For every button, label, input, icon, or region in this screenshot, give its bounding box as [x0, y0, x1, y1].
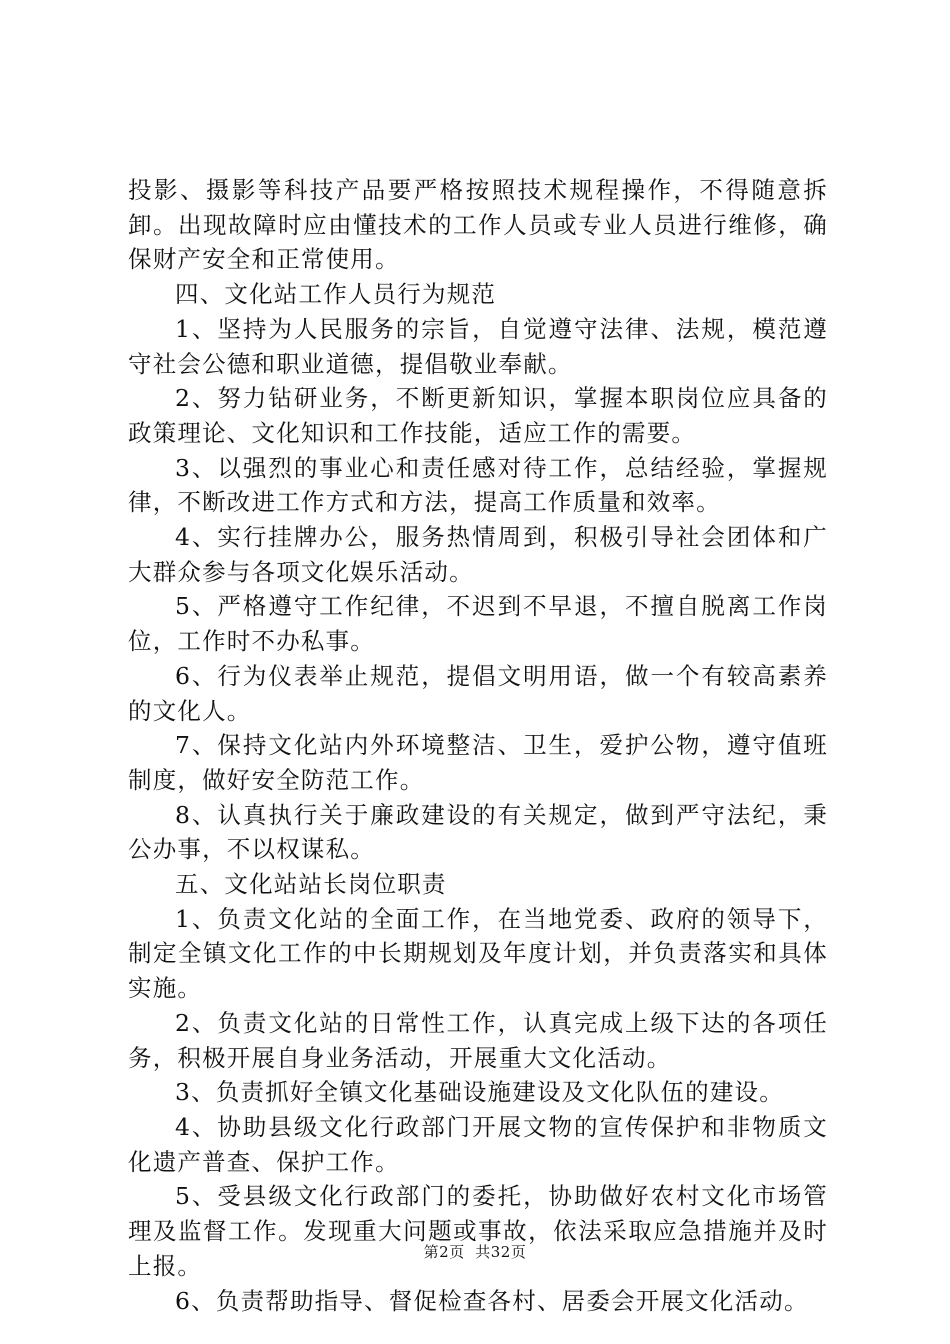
- section-heading: 五、文化站站长岗位职责: [175, 870, 447, 899]
- paragraph: 1、负责文化站的全面工作，在当地党委、政府的领导下，制定全镇文化工作的中长期规划及年度计划，并负责落实和具体实施。: [128, 904, 828, 1003]
- paragraph: 7、保持文化站内外环境整洁、卫生，爱护公物，遵守值班制度，做好安全防范工作。: [128, 731, 828, 794]
- paragraph: 8、认真执行关于廉政建设的有关规定，做到严守法纪，秉公办事，不以权谋私。: [128, 800, 828, 864]
- paragraph: 6、负责帮助指导、督促检查各村、居委会开展文化活动。: [175, 1286, 809, 1315]
- paragraph: 2、努力钻研业务，不断更新知识，掌握本职岗位应具备的政策理论、文化知识和工作技能，适应工作的需要。: [128, 384, 828, 447]
- paragraph: 3、以强烈的事业心和责任感对待工作，总结经验，掌握规律，不断改进工作方式和方法，提高工作质量和效率。: [128, 453, 828, 517]
- paragraph: 2、负责文化站的日常性工作，认真完成上级下达的各项任务，积极开展自身业务活动，开展重大文化活动。: [128, 1008, 828, 1072]
- paragraph: 投影、摄影等科技产品要严格按照技术规程操作，不得随意拆卸。出现故障时应由懂技术的工作人员或专业人员进行维修，确保财产安全和正常使用。: [128, 176, 828, 274]
- document-body: [128, 173, 828, 1318]
- paragraph: 1、坚持为人民服务的宗旨，自觉遵守法律、法规，模范遵守社会公德和职业道德，提倡敬业奉献。: [128, 314, 828, 378]
- section-heading: 四、文化站工作人员行为规范: [175, 280, 497, 309]
- paragraph: 6、行为仪表举止规范，提倡文明用语，做一个有较高素养的文化人。: [128, 661, 828, 725]
- paragraph: 4、实行挂牌办公，服务热情周到，积极引导社会团体和广大群众参与各项文化娱乐活动。: [128, 523, 828, 586]
- page-number: 第2页 共32页: [423, 1243, 527, 1261]
- paragraph: 3、负责抓好全镇文化基础设施建设及文化队伍的建设。: [175, 1078, 784, 1107]
- paragraph: 4、协助县级文化行政部门开展文物的宣传保护和非物质文化遗产普查、保护工作。: [128, 1112, 828, 1176]
- page-footer: [0, 1242, 950, 1262]
- paragraph: 5、严格遵守工作纪律，不迟到不早退，不擅自脱离工作岗位，工作时不办私事。: [128, 592, 828, 656]
- paragraph: 5、受县级文化行政部门的委托，协助做好农村文化市场管理及监督工作。发现重大问题或事故，依法采取应急措施并及时上报。: [128, 1182, 828, 1280]
